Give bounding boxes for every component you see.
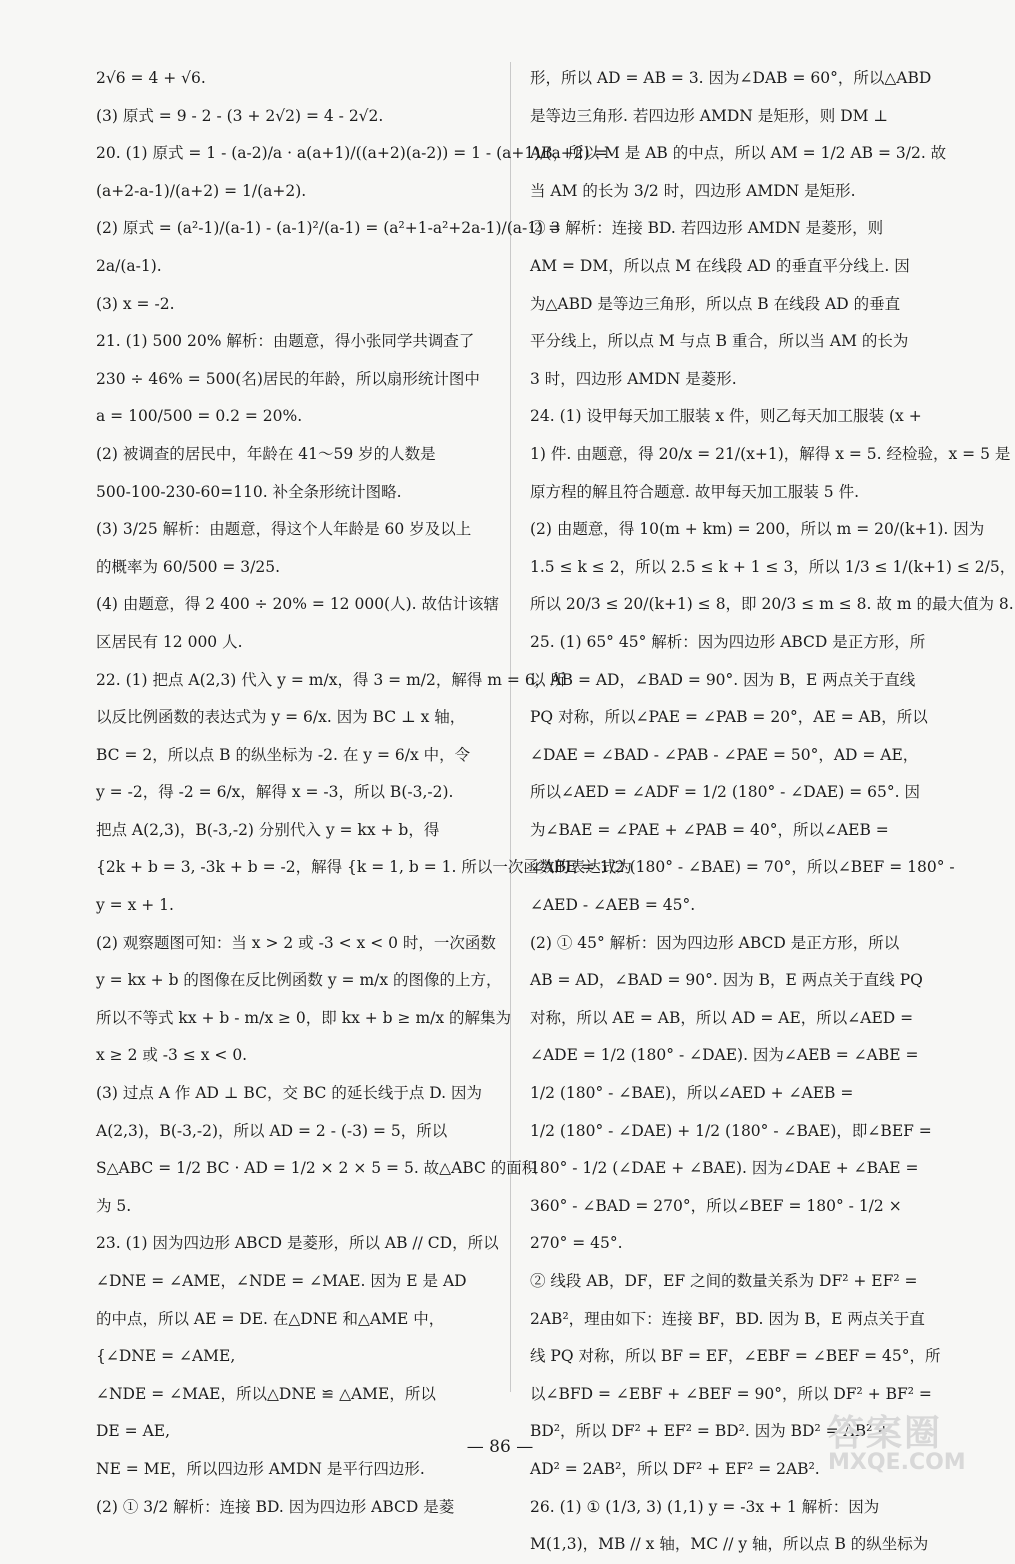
- text-line: BC = 2，所以点 B 的纵坐标为 -2. 在 y = 6/x 中，令: [96, 745, 471, 764]
- text-line: {2k + b = 3, -3k + b = -2，解得 {k = 1, b = 1. 所以一次函数的表达式为: [96, 858, 632, 877]
- text-line: (a+2-a-1)/(a+2) = 1/(a+2).: [96, 181, 307, 200]
- text-line: 把点 A(2,3)，B(-3,-2) 分别代入 y = kx + b，得: [96, 820, 440, 839]
- text-line: BD²，所以 DF² + EF² = BD². 因为 BD² = AB² +: [530, 1422, 891, 1441]
- text-line: y = x + 1.: [96, 896, 174, 915]
- text-line: 180° - 1/2 (∠DAE + ∠BAE). 因为∠DAE + ∠BAE =: [530, 1159, 919, 1178]
- text-line: NE = ME，所以四边形 AMDN 是平行四边形.: [96, 1459, 425, 1478]
- watermark-logo-text: 答案圈: [828, 1413, 943, 1454]
- text-line: ② 线段 AB，DF，EF 之间的数量关系为 DF² + EF² =: [530, 1272, 918, 1290]
- right-column: [530, 60, 1015, 1564]
- text-line: M(1,3)，MB // x 轴，MC // y 轴，所以点 B 的纵坐标为: [530, 1535, 929, 1554]
- text-line: S△ABC = 1/2 BC · AD = 1/2 × 2 × 5 = 5. 故△ABC 的面积: [96, 1159, 538, 1178]
- page-number: — 86 —: [466, 1437, 534, 1457]
- text-line: 所以不等式 kx + b - m/x ≥ 0，即 kx + b ≥ m/x 的解集为: [96, 1008, 512, 1027]
- text-line: 1.5 ≤ k ≤ 2，所以 2.5 ≤ k + 1 ≤ 3，所以 1/3 ≤ 1/(k+1) ≤ 2/5，: [530, 557, 1015, 576]
- text-line: PQ 对称，所以∠PAE = ∠PAB = 20°，AE = AB，所以: [530, 708, 928, 727]
- text-line: AD² = 2AB²，所以 DF² + EF² = 2AB².: [530, 1459, 820, 1478]
- text-line: {∠DNE = ∠AME,: [96, 1347, 236, 1366]
- text-line: 1/2 (180° - ∠BAE)，所以∠AED + ∠AEB =: [530, 1084, 854, 1103]
- text-line: AM = DM，所以点 M 在线段 AD 的垂直平分线上. 因: [530, 256, 910, 275]
- text-line: 2a/(a-1).: [96, 256, 162, 275]
- text-line: AB = AD，∠BAD = 90°. 因为 B，E 两点关于直线 PQ: [530, 971, 923, 990]
- text-line: 为∠BAE = ∠PAE + ∠PAB = 40°，所以∠AEB =: [530, 820, 889, 839]
- text-line: ∠ABE = 1/2 (180° - ∠BAE) = 70°，所以∠BEF = 180° -: [530, 858, 955, 877]
- text-line: 以∠BFD = ∠EBF + ∠BEF = 90°，所以 DF² + BF² =: [530, 1384, 932, 1403]
- text-line: x ≥ 2 或 -3 ≤ x < 0.: [96, 1046, 248, 1065]
- text-line: 22. (1) 把点 A(2,3) 代入 y = m/x，得 3 = m/2，解得 m = 6，所: [96, 670, 566, 689]
- text-line: ② 3 解析：连接 BD. 若四边形 AMDN 是菱形，则: [530, 219, 884, 238]
- text-line: 3 时，四边形 AMDN 是菱形.: [530, 369, 737, 388]
- text-line: 20. (1) 原式 = 1 - (a-2)/a · a(a+1)/((a+2)(a-2)) = 1 - (a+1)/(a+2) =: [96, 144, 608, 163]
- text-line: 所以 20/3 ≤ 20/(k+1) ≤ 8，即 20/3 ≤ m ≤ 8. 故 m 的最大值为 8.: [530, 595, 1014, 614]
- text-line: ∠ADE = 1/2 (180° - ∠DAE). 因为∠AEB = ∠ABE =: [530, 1046, 919, 1065]
- text-line: 23. (1) 因为四边形 ABCD 是菱形，所以 AB // CD，所以: [96, 1234, 499, 1253]
- text-line: 26. (1) ① (1/3, 3) (1,1) y = -3x + 1 解析：因为: [530, 1497, 880, 1516]
- text-line: 2AB²，理由如下：连接 BF，BD. 因为 B，E 两点关于直: [530, 1309, 925, 1328]
- text-line: 230 ÷ 46% = 500(名)居民的年龄，所以扇形统计图中: [96, 369, 480, 388]
- text-line: (2) 观察题图可知：当 x > 2 或 -3 < x < 0 时，一次函数: [96, 933, 496, 952]
- text-line: A(2,3)，B(-3,-2)，所以 AD = 2 - (-3) = 5，所以: [96, 1121, 448, 1140]
- text-line: 24. (1) 设甲每天加工服装 x 件，则乙每天加工服装 (x +: [530, 407, 922, 426]
- text-line: 原方程的解且符合题意. 故甲每天加工服装 5 件.: [530, 482, 859, 501]
- text-line: (2) 被调查的居民中，年龄在 41～59 岁的人数是: [96, 444, 436, 463]
- text-line: 以 AB = AD，∠BAD = 90°. 因为 B，E 两点关于直线: [530, 670, 916, 689]
- text-line: (4) 由题意，得 2 400 ÷ 20% = 12 000(人). 故估计该辖: [96, 595, 500, 614]
- text-line: 平分线上，所以点 M 与点 B 重合，所以当 AM 的长为: [530, 332, 909, 351]
- text-line: (2) ① 45° 解析：因为四边形 ABCD 是正方形，所以: [530, 933, 900, 952]
- text-line: ∠AED - ∠AEB = 45°.: [530, 896, 696, 915]
- text-line: 为 5.: [96, 1196, 132, 1215]
- text-line: 以反比例函数的表达式为 y = 6/x. 因为 BC ⊥ x 轴，: [96, 708, 466, 727]
- text-line: (3) 过点 A 作 AD ⊥ BC，交 BC 的延长线于点 D. 因为: [96, 1084, 482, 1103]
- text-line: (2) 由题意，得 10(m + km) = 200，所以 m = 20/(k+1). 因为: [530, 520, 985, 539]
- text-line: 当 AM 的长为 3/2 时，四边形 AMDN 是矩形.: [530, 181, 856, 200]
- text-line: 为△ABD 是等边三角形，所以点 B 在线段 AD 的垂直: [530, 294, 901, 313]
- text-line: ∠DAE = ∠BAD - ∠PAB - ∠PAE = 50°，AD = AE，: [530, 745, 919, 764]
- text-line: (3) 3/25 解析：由题意，得这个人年龄是 60 岁及以上: [96, 520, 472, 539]
- text-line: DE = AE,: [96, 1422, 171, 1441]
- text-line: (2) ① 3/2 解析：连接 BD. 因为四边形 ABCD 是菱: [96, 1497, 455, 1516]
- text-line: 是等边三角形. 若四边形 AMDN 是矩形，则 DM ⊥: [530, 106, 888, 125]
- watermark-url: MXQE.COM: [828, 1450, 966, 1475]
- text-line: 21. (1) 500 20% 解析：由题意，得小张同学共调查了: [96, 332, 475, 351]
- text-line: AB，所以 M 是 AB 的中点，所以 AM = 1/2 AB = 3/2. 故: [530, 144, 947, 163]
- text-line: (3) 原式 = 9 - 2 - (3 + 2√2) = 4 - 2√2.: [96, 106, 384, 125]
- text-line: a = 100/500 = 0.2 = 20%.: [96, 407, 303, 426]
- text-line: 1) 件. 由题意，得 20/x = 21/(x+1)，解得 x = 5. 经检验，x = 5 是: [530, 444, 1011, 463]
- text-line: 25. (1) 65° 45° 解析：因为四边形 ABCD 是正方形，所: [530, 632, 926, 651]
- text-line: 对称，所以 AE = AB，所以 AD = AE，所以∠AED =: [530, 1008, 914, 1027]
- text-line: 的概率为 60/500 = 3/25.: [96, 557, 281, 576]
- text-line: 形，所以 AD = AB = 3. 因为∠DAB = 60°，所以△ABD: [530, 69, 932, 87]
- watermark-logo: [828, 1405, 988, 1485]
- text-line: ∠NDE = ∠MAE，所以△DNE ≌ △AME，所以: [96, 1384, 436, 1403]
- text-line: 360° - ∠BAD = 270°，所以∠BEF = 180° - 1/2 ×: [530, 1196, 902, 1215]
- text-line: y = kx + b 的图像在反比例函数 y = m/x 的图像的上方，: [96, 971, 502, 990]
- text-line: 2√6 = 4 + √6.: [96, 69, 206, 87]
- text-line: 270° = 45°.: [530, 1234, 623, 1253]
- text-line: 1/2 (180° - ∠DAE) + 1/2 (180° - ∠BAE)，即∠BEF =: [530, 1121, 932, 1140]
- text-line: (2) 原式 = (a²-1)/(a-1) - (a-1)²/(a-1) = (a²+1-a²+2a-1)/(a-1) =: [96, 219, 562, 238]
- text-line: ∠DNE = ∠AME，∠NDE = ∠MAE. 因为 E 是 AD: [96, 1272, 467, 1290]
- text-line: 区居民有 12 000 人.: [96, 632, 243, 651]
- column-divider: [510, 62, 511, 1392]
- text-line: 500-100-230-60=110. 补全条形统计图略.: [96, 482, 402, 501]
- text-line: 线 PQ 对称，所以 BF = EF，∠EBF = ∠BEF = 45°，所: [530, 1347, 941, 1366]
- text-line: y = -2，得 -2 = 6/x，解得 x = -3，所以 B(-3,-2).: [96, 783, 454, 802]
- text-line: 的中点，所以 AE = DE. 在△DNE 和△AME 中，: [96, 1309, 445, 1328]
- text-line: (3) x = -2.: [96, 294, 175, 313]
- text-line: 所以∠AED = ∠ADF = 1/2 (180° - ∠DAE) = 65°. 因: [530, 783, 920, 802]
